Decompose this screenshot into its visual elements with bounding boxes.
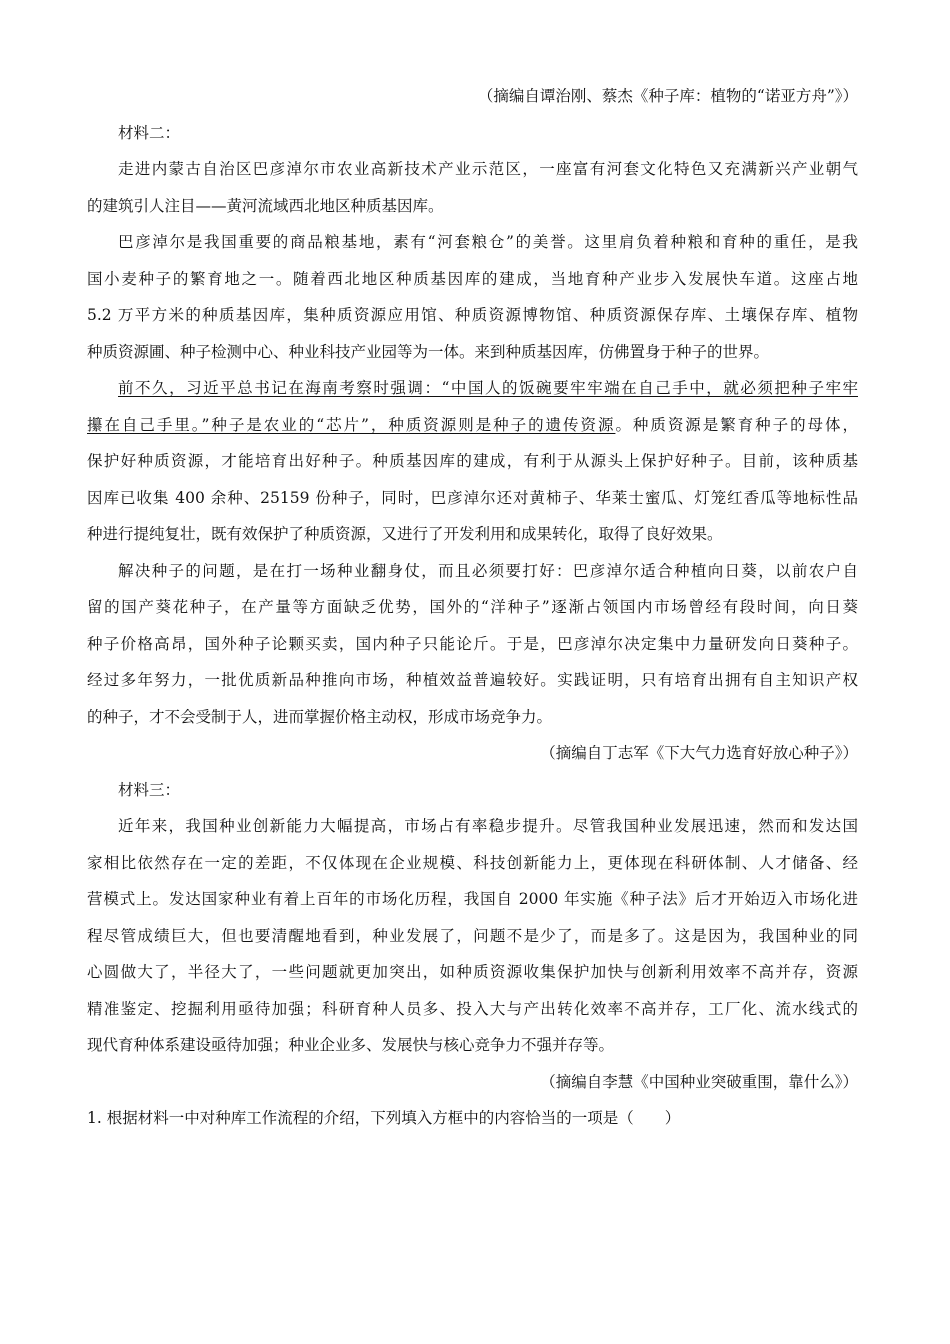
paragraph-line: 的种子，才不会受制于人，进而掌握价格主动权，形成市场竞争力。 (87, 707, 553, 726)
underlined-quote: 前不久，习近平总书记在海南考察时强调：“中国人的饭碗要牢牢端在自己手中，就必须把种子牢牢 (118, 379, 858, 397)
paragraph-line: 国小麦种子的繁育地之一。随着西北地区种质基因库的建成，当地育种产业步入发展快车道。这座占地 (87, 269, 858, 288)
paragraph-line: 5.2 万平方米的种质基因库，集种质资源应用馆、种质资源博物馆、种质资源保存库、土壤保存库、植物 (87, 306, 858, 324)
paragraph-line: 保护好种质资源，才能培育出好种子。种质基因库的建成，有利于从源头上保护好种子。目前，该种质基 (87, 452, 858, 470)
paragraph-line: 巴彦淖尔是我国重要的商品粮基地，素有“河套粮仓”的美誉。这里肩负着种粮和育种的重任，是我 (118, 233, 858, 251)
paragraph-line: 因库已收集 400 余种、25159 份种子，同时，巴彦淖尔还对黄柿子、华莱士蜜瓜、灯笼红香瓜等地标性品 (87, 488, 858, 507)
paragraph-line: 现代育种体系建设亟待加强；种业企业多、发展快与核心竞争力不强并存等。 (87, 1036, 615, 1054)
source-material-3: （摘编自李慧《中国种业突破重围，靠什么》） (540, 1072, 858, 1091)
paragraph-line: 种子价格高昂，国外种子论颗买卖，国内种子只能论斤。于是，巴彦淖尔决定集中力量研发向日葵种子。 (87, 634, 858, 653)
paragraph-line: 走进内蒙古自治区巴彦淖尔市农业高新技术产业示范区，一座富有河套文化特色又充满新兴产业朝气 (118, 160, 858, 178)
paragraph-text: 。种质资源是繁育种子的母体， (615, 415, 858, 434)
material-3-heading: 材料三： (118, 780, 181, 799)
paragraph-line: 营模式上。发达国家种业有着上百年的市场化历程，我国自 2000 年实施《种子法》后才开始迈入市场化进 (87, 890, 858, 908)
paragraph-line: 种质资源圃、种子检测中心、种业科技产业园等为一体。来到种质基因库，仿佛置身于种子的世界。 (87, 342, 770, 361)
source-material-1: （摘编自谭治刚、蔡杰《种子库：植物的“诺亚方舟”》） (477, 87, 858, 105)
paragraph-line: 种进行提纯复壮，既有效保护了种质资源，又进行了开发利用和成果转化，取得了良好效果。 (87, 525, 723, 543)
paragraph-line (87, 407, 858, 444)
paragraph-line: 近年来，我国种业创新能力大幅提高，市场占有率稳步提升。尽管我国种业发展迅速，然而和发达国 (118, 817, 858, 835)
paragraph-line: 心圆做大了，半径大了，一些问题就更加突出，如种质资源收集保护加快与创新利用效率不高并存，资源 (87, 963, 858, 981)
underlined-quote: 攥在自己手里。”种子是农业的“芯片”，种质资源则是种子的遗传资源 (87, 415, 616, 434)
material-2-heading: 材料二： (118, 123, 181, 142)
source-material-2: （摘编自丁志军《下大气力选育好放心种子》） (540, 744, 858, 762)
paragraph-line: 解决种子的问题，是在打一场种业翻身仗，而且必须要打好：巴彦淖尔适合种植向日葵，以前农户自 (118, 561, 858, 580)
paragraph-line: 经过多年努力，一批优质新品种推向市场，种植效益普遍较好。实践证明，只有培育出拥有自主知识产权 (87, 671, 858, 689)
paragraph-line: 留的国产葵花种子，在产量等方面缺乏优势，国外的“洋种子”逐渐占领国内市场曾经有段时间，向日葵 (87, 598, 858, 616)
paragraph-line: 的建筑引人注目——黄河流域西北地区种质基因库。 (87, 196, 444, 215)
question-1: 1. 根据材料一中对种库工作流程的介绍，下列填入方框中的内容恰当的一项是（ ） (87, 1109, 681, 1127)
paragraph-line: 精准鉴定、挖掘利用亟待加强；科研育种人员多、投入大与产出转化效率不高并存，工厂化、流水线式的 (87, 999, 858, 1018)
paragraph-line: 程尽管成绩巨大，但也要清醒地看到，种业发展了，问题不是少了，而是多了。这是因为，我国种业的同 (87, 926, 858, 945)
paragraph-line (87, 370, 858, 407)
paragraph-line: 家相比依然存在一定的差距，不仅体现在企业规模、科技创新能力上，更体现在科研体制、人才储备、经 (87, 853, 858, 872)
